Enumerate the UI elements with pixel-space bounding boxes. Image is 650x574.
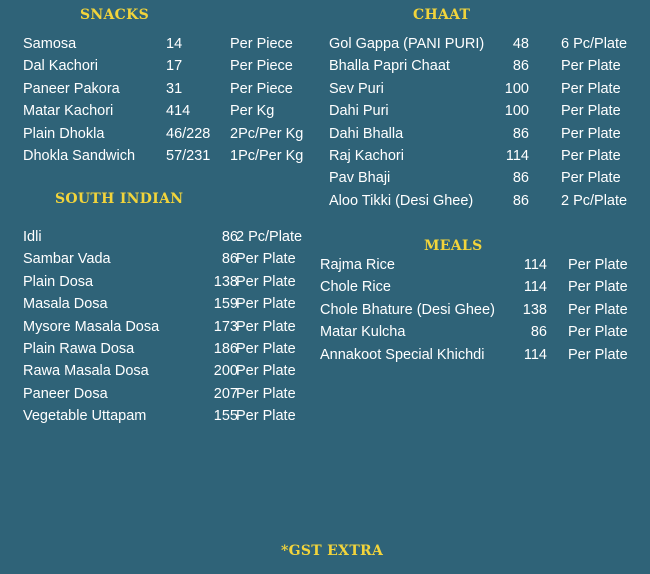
item-price: 186 — [213, 340, 238, 357]
item-price: 138 — [522, 301, 547, 318]
menu-item-row — [320, 347, 648, 369]
chaat-list — [329, 36, 647, 215]
menu-item-row — [320, 279, 648, 301]
menu-item-row — [23, 58, 323, 80]
menu-item-row — [329, 193, 647, 215]
item-name: Plain Rawa Dosa — [23, 340, 135, 357]
item-unit: Per Plate — [236, 385, 296, 402]
item-unit: 2Pc/Per Kg — [230, 125, 304, 142]
item-unit: Per Plate — [236, 296, 296, 313]
item-unit: Per Piece — [230, 36, 293, 52]
item-price: 86 — [512, 58, 529, 75]
item-price: 155 — [213, 408, 238, 425]
south-indian-list — [23, 229, 329, 431]
item-price: 17 — [166, 58, 183, 75]
menu-item-row — [329, 148, 647, 170]
item-price: 114 — [523, 279, 547, 296]
item-price: 86 — [221, 229, 238, 245]
item-price: 159 — [213, 296, 238, 313]
menu-item-row — [23, 148, 323, 170]
item-unit: 2 Pc/Plate — [236, 229, 303, 245]
item-name: Vegetable Uttapam — [23, 408, 147, 425]
item-unit: 6 Pc/Plate — [561, 36, 628, 52]
item-name: Matar Kulcha — [320, 324, 406, 341]
menu-item-row — [23, 408, 329, 430]
item-name: Dal Kachori — [23, 58, 98, 75]
menu-item-row — [329, 81, 647, 103]
item-unit: Per Plate — [236, 340, 296, 357]
snacks-list — [23, 36, 323, 170]
item-price: 86 — [221, 251, 238, 268]
item-name: Dahi Puri — [329, 103, 389, 120]
item-price: 114 — [505, 147, 529, 164]
item-name: Plain Dosa — [23, 273, 94, 290]
meals-list — [320, 257, 648, 369]
item-price: 86 — [530, 324, 547, 341]
item-name: Sambar Vada — [23, 251, 111, 268]
item-price: 48 — [512, 36, 529, 52]
meals-heading: MEALS — [424, 238, 483, 254]
item-unit: 2 Pc/Plate — [561, 192, 628, 209]
item-unit: Per Plate — [561, 103, 621, 120]
item-price: 207 — [213, 385, 238, 402]
item-price: 414 — [166, 103, 191, 120]
item-unit: Per Kg — [230, 103, 275, 120]
item-price: 86 — [512, 192, 529, 209]
item-unit: Per Plate — [236, 318, 296, 335]
item-price: 46/228 — [166, 125, 211, 142]
item-name: Annakoot Special Khichdi — [320, 346, 485, 363]
item-price: 14 — [166, 36, 183, 52]
menu-item-row — [23, 126, 323, 148]
menu-item-row — [23, 81, 323, 103]
item-name: Sev Puri — [329, 80, 384, 97]
menu-item-row — [320, 257, 648, 279]
item-price: 114 — [523, 257, 547, 273]
menu-item-row — [23, 36, 323, 58]
menu-item-row — [23, 274, 329, 296]
item-unit: Per Plate — [568, 324, 628, 341]
menu-item-row — [329, 58, 647, 80]
item-name: Aloo Tikki (Desi Ghee) — [329, 192, 474, 209]
item-unit: Per Plate — [561, 58, 621, 75]
item-unit: Per Plate — [561, 170, 621, 187]
item-name: Dahi Bhalla — [329, 125, 404, 142]
menu-item-row — [329, 170, 647, 192]
item-name: Pav Bhaji — [329, 170, 391, 187]
item-price: 173 — [213, 318, 238, 335]
item-name: Chole Bhature (Desi Ghee) — [320, 301, 495, 318]
item-price: 100 — [504, 103, 529, 120]
item-name: Samosa — [23, 36, 77, 52]
item-unit: Per Plate — [568, 279, 628, 296]
chaat-heading: CHAAT — [413, 7, 471, 23]
menu-item-row — [320, 324, 648, 346]
item-price: 86 — [512, 125, 529, 142]
item-price: 138 — [213, 273, 238, 290]
item-name: Paneer Pakora — [23, 80, 120, 97]
item-price: 86 — [512, 170, 529, 187]
item-name: Dhokla Sandwich — [23, 147, 136, 164]
menu-item-row — [23, 319, 329, 341]
item-name: Raj Kachori — [329, 147, 404, 164]
snacks-heading: SNACKS — [80, 7, 149, 23]
item-unit: Per Plate — [568, 346, 628, 363]
item-name: Mysore Masala Dosa — [23, 318, 160, 335]
item-unit: Per Plate — [236, 251, 296, 268]
menu-item-row — [320, 302, 648, 324]
item-unit: Per Plate — [561, 125, 621, 142]
south-indian-heading: SOUTH INDIAN — [55, 191, 184, 207]
item-unit: Per Plate — [236, 408, 296, 425]
menu-item-row — [329, 103, 647, 125]
item-price: 100 — [504, 80, 529, 97]
menu-item-row — [23, 386, 329, 408]
item-unit: Per Plate — [236, 273, 296, 290]
item-price: 114 — [523, 346, 547, 363]
item-name: Matar Kachori — [23, 103, 114, 120]
item-name: Rajma Rice — [320, 257, 395, 273]
item-name: Paneer Dosa — [23, 385, 108, 402]
item-name: Gol Gappa (PANI PURI) — [329, 36, 485, 52]
menu-item-row — [329, 36, 647, 58]
menu-item-row — [23, 251, 329, 273]
item-unit: Per Piece — [230, 58, 293, 75]
item-unit: Per Piece — [230, 80, 293, 97]
item-name: Bhalla Papri Chaat — [329, 58, 450, 75]
item-name: Idli — [23, 229, 42, 245]
item-unit: Per Plate — [561, 80, 621, 97]
menu-item-row — [23, 363, 329, 385]
menu-item-row — [23, 229, 329, 251]
item-unit: Per Plate — [568, 257, 628, 273]
item-unit: Per Plate — [561, 147, 621, 164]
menu-item-row — [23, 296, 329, 318]
item-price: 31 — [166, 80, 183, 97]
item-name: Rawa Masala Dosa — [23, 363, 149, 380]
menu-item-row — [23, 103, 323, 125]
item-price: 57/231 — [166, 147, 211, 164]
gst-note: *GST EXTRA — [281, 543, 384, 559]
menu-item-row — [23, 341, 329, 363]
menu-item-row — [329, 126, 647, 148]
item-unit: 1Pc/Per Kg — [230, 147, 304, 164]
item-price: 200 — [213, 363, 238, 380]
item-name: Masala Dosa — [23, 296, 108, 313]
item-unit: Per Plate — [236, 363, 296, 380]
item-name: Chole Rice — [320, 279, 391, 296]
item-unit: Per Plate — [568, 301, 628, 318]
item-name: Plain Dhokla — [23, 125, 105, 142]
